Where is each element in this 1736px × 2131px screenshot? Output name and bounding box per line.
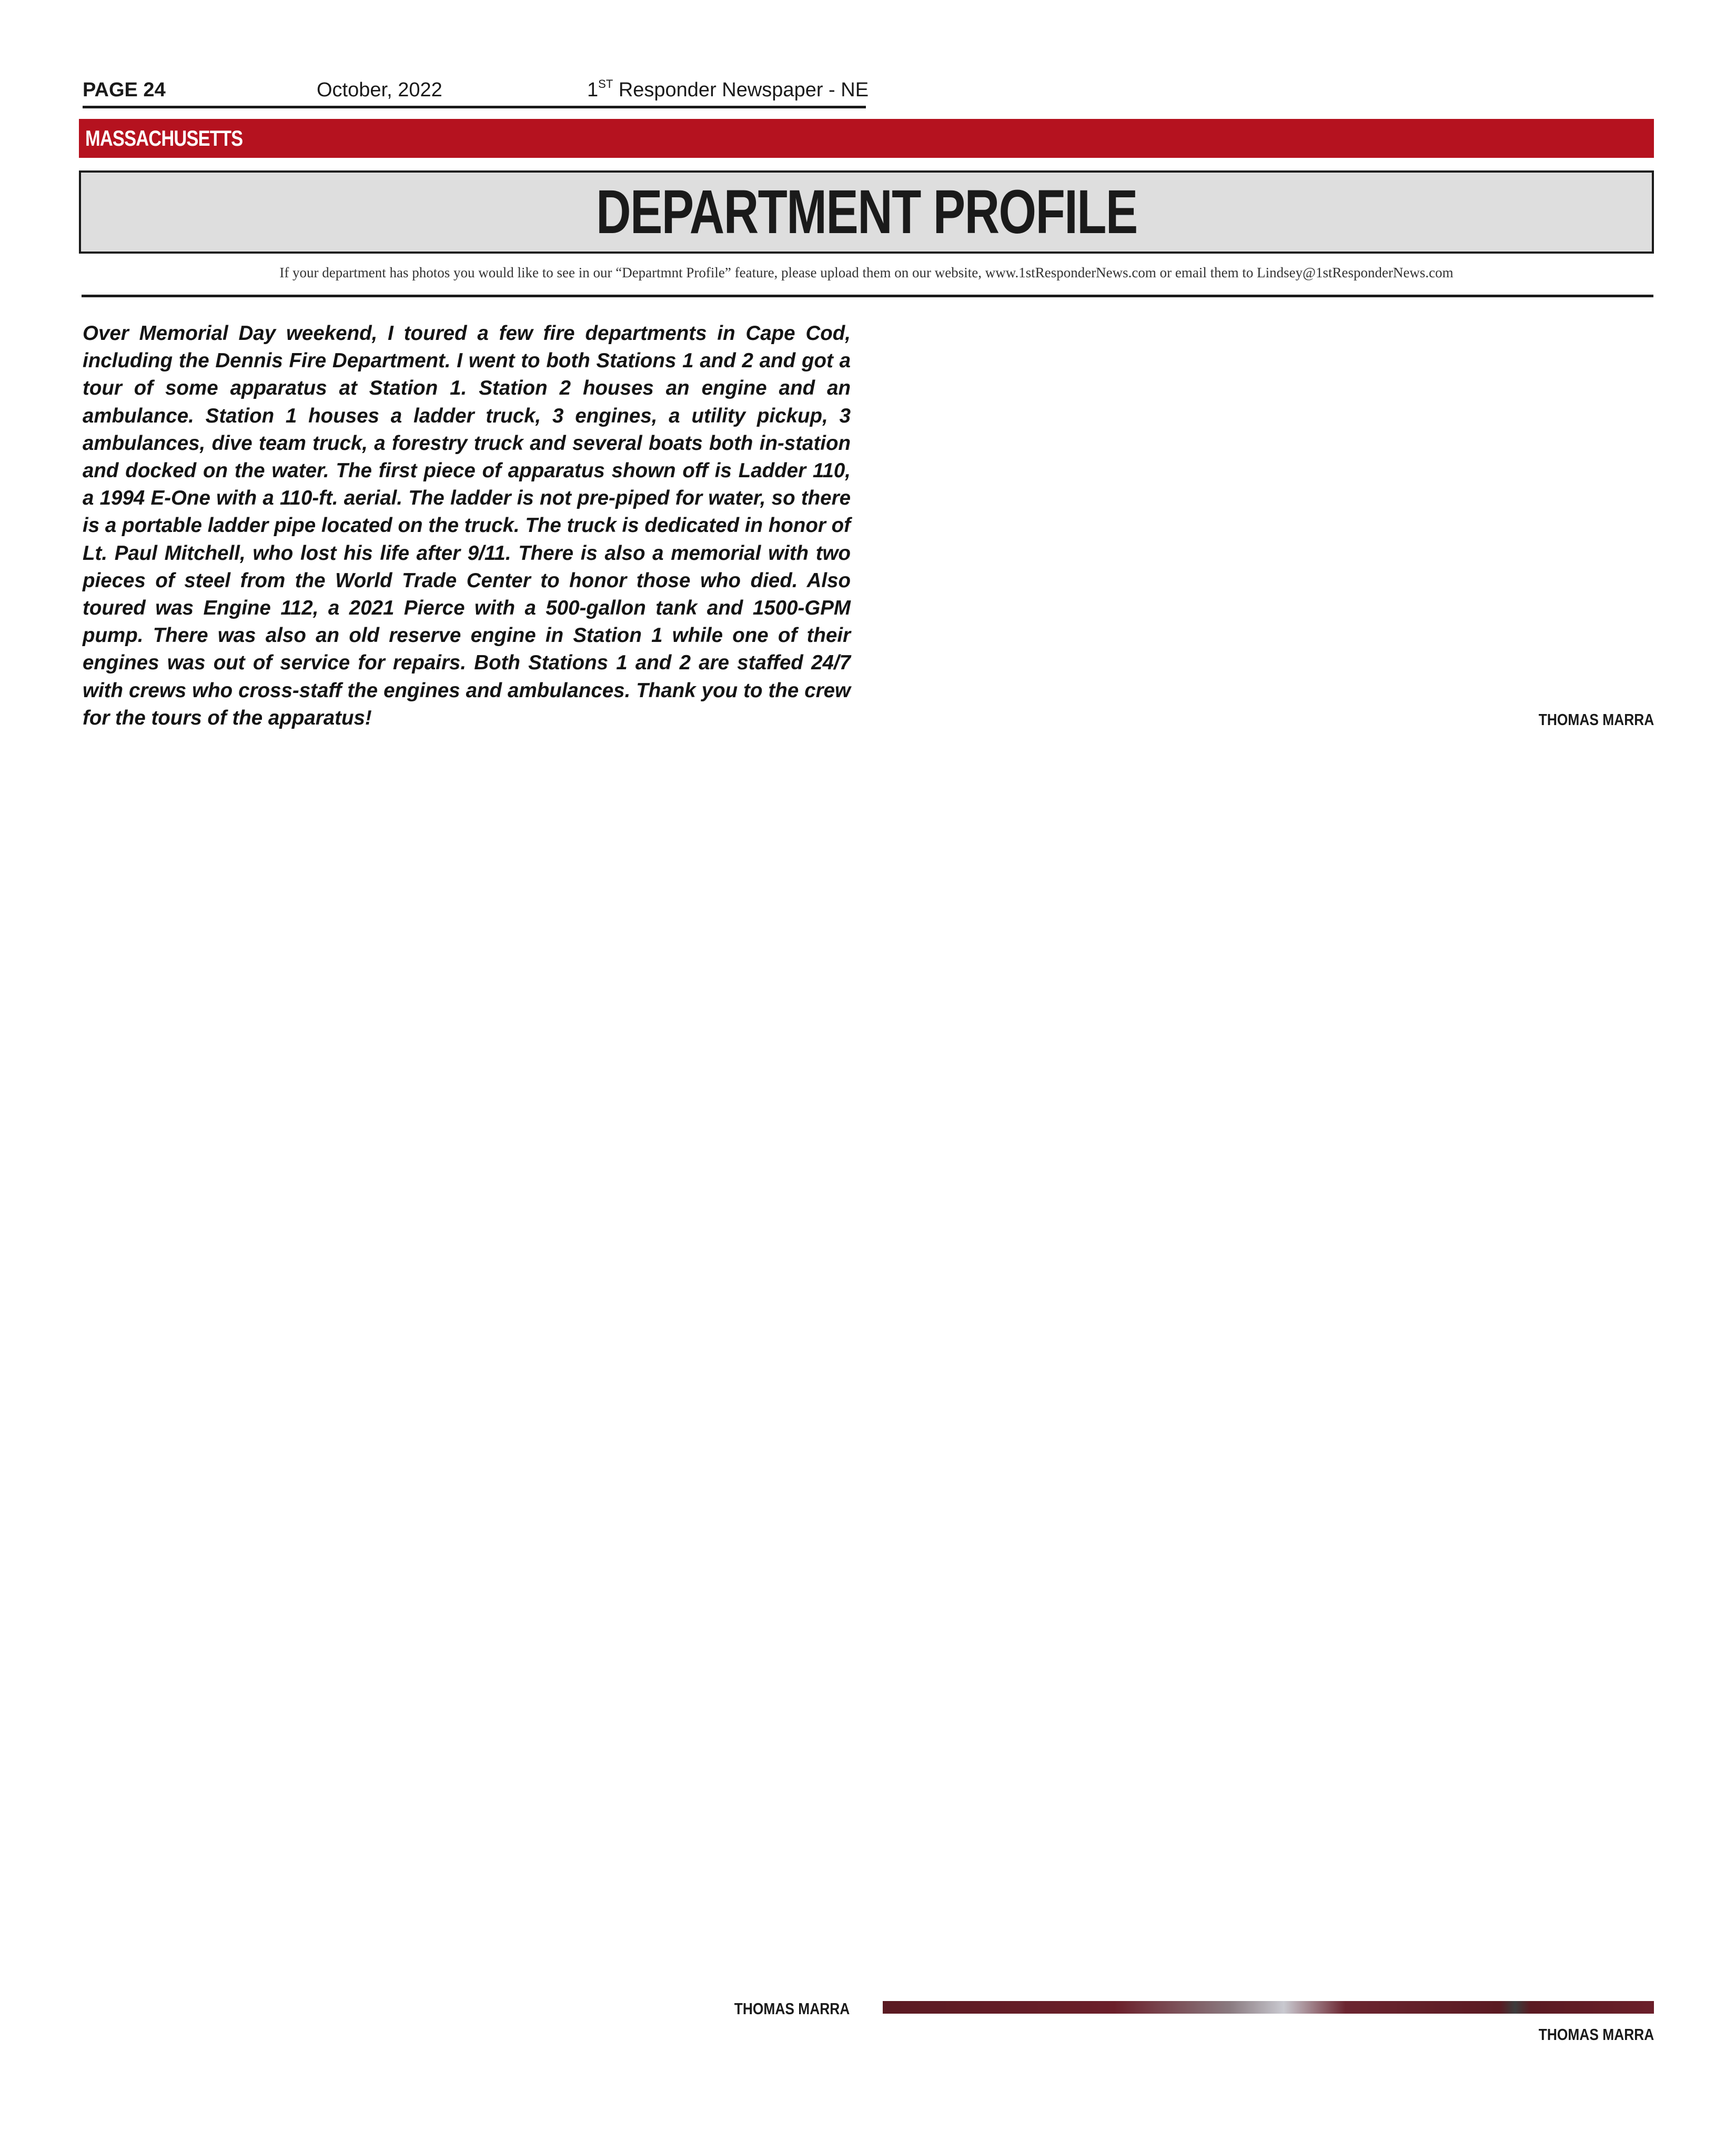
section-banner [79,119,1654,158]
submission-note: If your department has photos you would like to see in our “Departmnt Profile” feature, please upload them on our website, www.1stResponderNews.com or email them to Lindsey@1stResponderNews.com [279,265,1454,280]
photo-credit: THOMAS MARRA [1538,2025,1654,2044]
page-number: PAGE 24 [83,79,166,101]
feature-title-box [79,170,1654,254]
article-body: Over Memorial Day weekend, I toured a few fire departments in Cape Cod, including the Dennis Fire Department. I went to both Stations 1 and 2 and got a tour of some apparatus at Station 1. Station 2 houses an engine and an ambulance. Station 1 houses a ladder truck, 3 engines, a utility pickup, 3 ambulances, dive team truck, a forestry truck and several boats both in-station and docked on the water. The first piece of apparatus shown off is Ladder 110, a 1994 E-One with a 110-ft. aerial. The ladder is not pre-piped for water, so there is a portable ladder pipe located on the truck. The truck is dedicated in honor of Lt. Paul Mitchell, who lost his life after 9/11. There is also a memorial with two pieces of steel from the World Trade Center to honor those who died. Also toured was Engine 112, a 2021 Pierce with a 500-gallon tank and 1500-GPM pump. There was also an old reserve engine in Station 1 while one of their engines was out of service for repairs. Both Stations 1 and 2 are staffed 24/7 with crews who cross-staff the engines and ambulances. Thank you to the crew for the tours of the apparatus! [83,322,851,729]
body-divider [82,295,1653,297]
feature-title: DEPARTMENT PROFILE [596,177,1137,247]
photo-credit: THOMAS MARRA [1538,710,1654,729]
newspaper-name [587,79,869,102]
newspaper-name-suffix: Responder Newspaper - NE [613,79,869,101]
fire-truck-photo [883,2001,1654,2014]
newspaper-name-superscript: ST [598,77,613,91]
photo-credit: THOMAS MARRA [734,1999,850,2018]
issue-date: October, 2022 [317,79,442,101]
newspaper-name-prefix: 1 [587,79,599,101]
header-divider [83,106,866,108]
section-banner-label: MASSACHUSETTS [85,126,243,150]
